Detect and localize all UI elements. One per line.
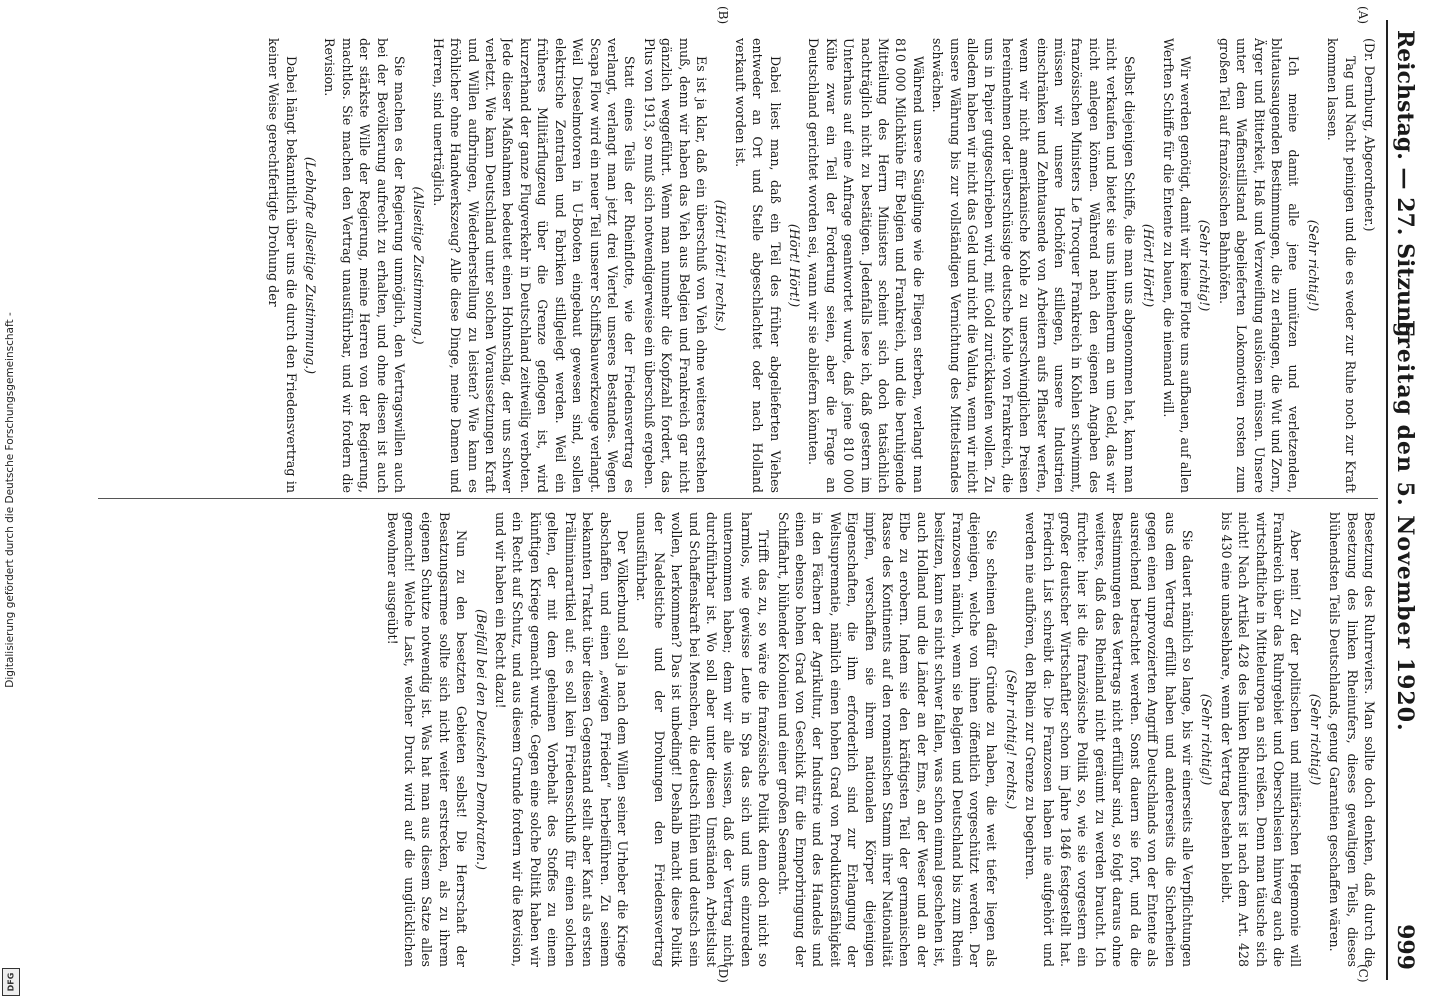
paragraph: Aber nein! Zu der politischen und militärischen Hegemonie will Frankreich über das Ruhrgebiet und Oberschlesien hinweg auch die wirtschaftliche in Mitteleuropa an sich reißen. Denn man täusche sich nicht! Nach Artikel 428 des linken Rheinufers ist nach dem Art. 428 bis 430 eine unabsehbare, wenn der Vertrag bestehen bleibt. (1218, 512, 1304, 967)
dfg-logo-text: DFG (6, 972, 16, 992)
margin-mark-d: (D) (716, 964, 730, 983)
interjection: (Sehr richtig!) (1199, 693, 1215, 786)
interjection: (Hört! Hört! rechts.) (713, 199, 729, 332)
margin-mark-b: (B) (716, 6, 730, 25)
paragraph: Nun zu den besetzten Gebieten selbst! Die Herrschaft der Besatzungsarmee sollte sich nicht weiter erstrecken, als zu ihrem eigenen Schutze notwendig ist. Was hat man aus diesem Satze alles gemacht! Welche Last, welcher Druck wird auf die unglücklichen Bewohner ausgeübt! (384, 512, 470, 967)
paragraph: Der Völkerbund soll ja nach dem Willen seiner Urheber die Kriege abschaffen und einen „ewigen Frieden“ herbeiführen. Zu seinem bekannten Traktat über diesen Gegenstand stellt aber Kant als ersten Präliminarartikel auf: es soll kein Friedensschluß für einen solchen gelten, der mit dem geheimen Vorbehalt des Stoffes zu einem künftigen Kriege gemacht wurde. Gegen eine solche Politik haben wir ein Recht auf Schutz, und aus diesem Grunde fordern wir die Revision, und wir haben ein Recht dazu! (493, 512, 630, 967)
digitization-notice-text: Digitalisierung gefördert durch die Deutsche Forschungsgemeinschaft - (4, 312, 16, 688)
running-header (1386, 20, 1420, 980)
paragraph: Sie machen es der Regierung unmöglich, den Vertragswillen auch bei der Bevölkerung aufrecht zu erhalten, und ohne diesen ist auch der stärkste Wille der Regierung, meine Herren von der Regierung, machtlos. Sie machen den Vertrag unausführbar, und wir fordern die Revision. (322, 38, 408, 493)
right-column (98, 512, 1378, 967)
margin-mark-a: (A) (1356, 6, 1370, 25)
digitization-notice (0, 0, 20, 1000)
paragraph: Dabei hängt bekanntlich über uns die durch den Friedensvertrag in keiner Weise gerechtfertigte Drohung der (266, 38, 299, 493)
interjection: (Sehr richtig!) (1305, 219, 1321, 312)
interjection: (Sehr richtig!) (1307, 693, 1323, 786)
header-session: Reichstag. — 27. Sitzung. (1392, 30, 1418, 346)
page-content (90, 6, 1430, 983)
paragraph: Wir werden genötigt, damit wir keine Flotte uns aufbauen, auf allen Werften Schiffe für die Entente zu bauen, die niemand will. (1160, 38, 1193, 493)
interjection: (Hört! Hört!) (1141, 223, 1157, 308)
paragraph: Es ist ja klar, daß ein überschuß von Vieh ohne weiteres erstehen muß, denn wir haben das Vieh aus Belgien und Frankreich gar nicht gänzlich weggeführt. Wenn man nunmehr die Kopfzahl fordert, das Plus von 1913, so muß sich notwendigerweise ein überschuß ergeben. (641, 38, 709, 493)
interjection: (Lebhafte allseitige Zustimmung.) (303, 156, 319, 375)
interjection: (Hört! Hört!) (787, 223, 802, 308)
left-column (98, 38, 1378, 493)
paragraph: Sie dauert nämlich so lange, bis wir einerseits alle Verpflichtungen aus dem Vertrag erfüllt haben und andererseits die Sicherheiten gegen einen unprovozierten Angriff Deutschlands von der Entente als ausreichend betrachtet werden. Sonst dauern sie fort, und da die Bestimmungen des Vertrags nicht erfüllbar sind, so folgt daraus ohne weiteres, daß das Rheinland nicht geräumt zu werden braucht. Ich fürchte: hier ist die französische Politik so, wie sie vorgestern ein großer deutscher Wirtschaftler schon im Jahre 1846 festgestellt hat. Friedrich List schreibt da: Die Franzosen haben nie aufgehört und werden nie aufhören, den Rhein zur Grenze zu begehren. (1023, 512, 1195, 967)
margin-mark-c: (C) (1356, 964, 1370, 983)
paragraph: Besetzung des Ruhrreviers. Man sollte doch denken, daß durch die Besetzung des linken Rheinufers, dieses gewaltigen Teils, dieses blühendsten Teils Deutschlands, genug Garantien geschaffen wären. (1327, 512, 1377, 967)
interjection: (Beifall bei den Deutschen Demokraten.) (473, 609, 489, 870)
header-date: Freitag den 5. November 1920. (1392, 320, 1418, 732)
paragraph: Dabei liest man, daß ein Teil des früher abgelieferten Viehes entweder an Ort und Stelle abgeschlachtet oder nach Holland verkauft worden ist. (732, 38, 783, 493)
paragraph: Trifft das zu, so wäre die französische Politik denn doch nicht so harmlos, wie gewisse Leute in Spa das sich und uns einzureden unternommen haben; denn wir alle wissen, daß der Vertrag nicht durchführbar ist. Wo soll aber unter diesen Umständen Arbeitslust und Schaffenskraft bei Menschen, die deutsch fühlen und deutsch sein wollen, herkommen? Das ist unbedingt! Deshalb macht diese Politik der Nadelstiche und der Drohungen den Friedensvertrag unausführbar. (634, 512, 772, 967)
paragraph: Tag und Nacht peinigen und die es weder zur Ruhe noch zur Kraft kommen lassen. (1325, 38, 1358, 493)
dfg-logo (2, 968, 20, 996)
interjection: (Allseitige Zustimmung.) (411, 186, 427, 345)
interjection: (Sehr richtig!) (1197, 219, 1213, 312)
paragraph: (Dr. Dernburg, Abgeordneter.) (1362, 38, 1377, 232)
paragraph: Statt eines Teils der Rheinflotte, wie der Friedensvertrag es verlangt, verlangt man jetzt drei Viertel unseres Bestandes. Wegen Scapa Flow wird ein neuer Teil unserer Schiffsbauwerkzeuge verlangt. Weil Dieselmotoren in U-Booten eingebaut gewesen sind, sollen elektrische Zentralen und Fabriken stillgelegt werden. Weil ein früheres Militärflugzeug über die Grenze geflogen ist, wird kurzerhand der ganze Flugverkehr in Deutschland zeitweilig verboten. Jede dieser Maßnahmen bedeutet einen Hohnschlag, der uns schwer verletzt. Wie kann Deutschland unter solchen Voraussetzungen Kraft und Willen aufbringen, Wiederherstellung zu leisten? Wie kann es fröhlicher ohne Handwerkszeug? Alle diese Dinge, meine Damen und Herren, sind unerträglich. (430, 38, 638, 493)
paragraph: Sie scheinen dafür Gründe zu haben, die weit tiefer liegen als diejenigen, welche von ihnen öffentlich vorgeschützt werden. Der Franzosen nämlich, wenn sie Belgien und Deutschland bis zum Rhein besitzen, kann es nicht schwer fallen, was schon einmal geschehen ist, auch Holland und die Länder an der Ems, an der Weser und an der Elbe zu erobern. Indem sie den kräftigsten Teil der germanischen Rasse des Kontinents auf den romanischen Stamm ihrer Nationalität impfen, verschaffen sie ihrem nationalen Körper diejenigen Eigenschaften, die ihm erforderlich sind zur Erlangung der Weltsuprematie, nämlich einen hohen Grad von Produktionsfähigkeit in den Fächern der Agrikultur, der Industrie und des Handels und einen ebenso hohen Grad von Geschick für die Emporbringung der Schiffahrt, blühender Kolonien und einer großen Seemacht. (775, 512, 1000, 967)
page-number: 999 (1392, 924, 1418, 970)
interjection: (Sehr richtig! rechts.) (1003, 669, 1019, 810)
paragraph: Ich meine damit alle jene unnützen und verletzenden, blutaussaugenden Bestimmungen, die zu erlangen, die Wut und Zorn, Ärger und Bitterkeit, Haß und Verzweiflung auslösen müssen. Unsere unter dem Waffenstillstand abgelieferten Lokomotiven rosten zum großen Teil auf französischen Bahnhöfen. (1216, 38, 1302, 493)
paragraph: Selbst diejenigen Schiffe, die man uns abgenommen hat, kann man nicht verkaufen und bietet sie uns hintenherum an um Geld, das wir nicht anlegen können. Während nach den eigenen Angaben des französischen Ministers Le Trocquer Frankreich in Kohlen schwimmt, müssen wir unsere Hochöfen stillegen, unsere Industrien einschränken und Zehntausende von Arbeitern aufs Pflaster werfen, wenn wir nicht amerikanische Kohle zu unerschwinglichen Preisen hereinnehmen oder überschüssige deutsche Kohle von Frankreich, die uns in Papier gutgeschrieben wird, mit Gold zurückkaufen wollen. Zu alledem haben wir nicht das Geld und nicht die Valuta, wenn wir nicht unsere Währung bis zur vollständigen Vernichtung des Mittelstandes schwächen. (930, 38, 1137, 493)
column-divider (98, 498, 1378, 499)
paragraph: Während unsere Säuglinge wie die Fliegen sterben, verlangt man 810 000 Milchkühe für Belgien und Frankreich, und die beruhigende Mitteilung des Herrn Ministers scheint sich doch tatsächlich nachträglich nicht zu bestätigen. Jedenfalls lese ich, daß gestern im Unterhaus auf eine Anfrage geantwortet wurde, daß jene 810 000 Kühe zwar ein Teil der Forderung seien, aber die Frage an Deutschland gerichtet worden sei, wann wir sie abliefern könnten. (806, 38, 926, 493)
rotated-page (30, 6, 1430, 983)
